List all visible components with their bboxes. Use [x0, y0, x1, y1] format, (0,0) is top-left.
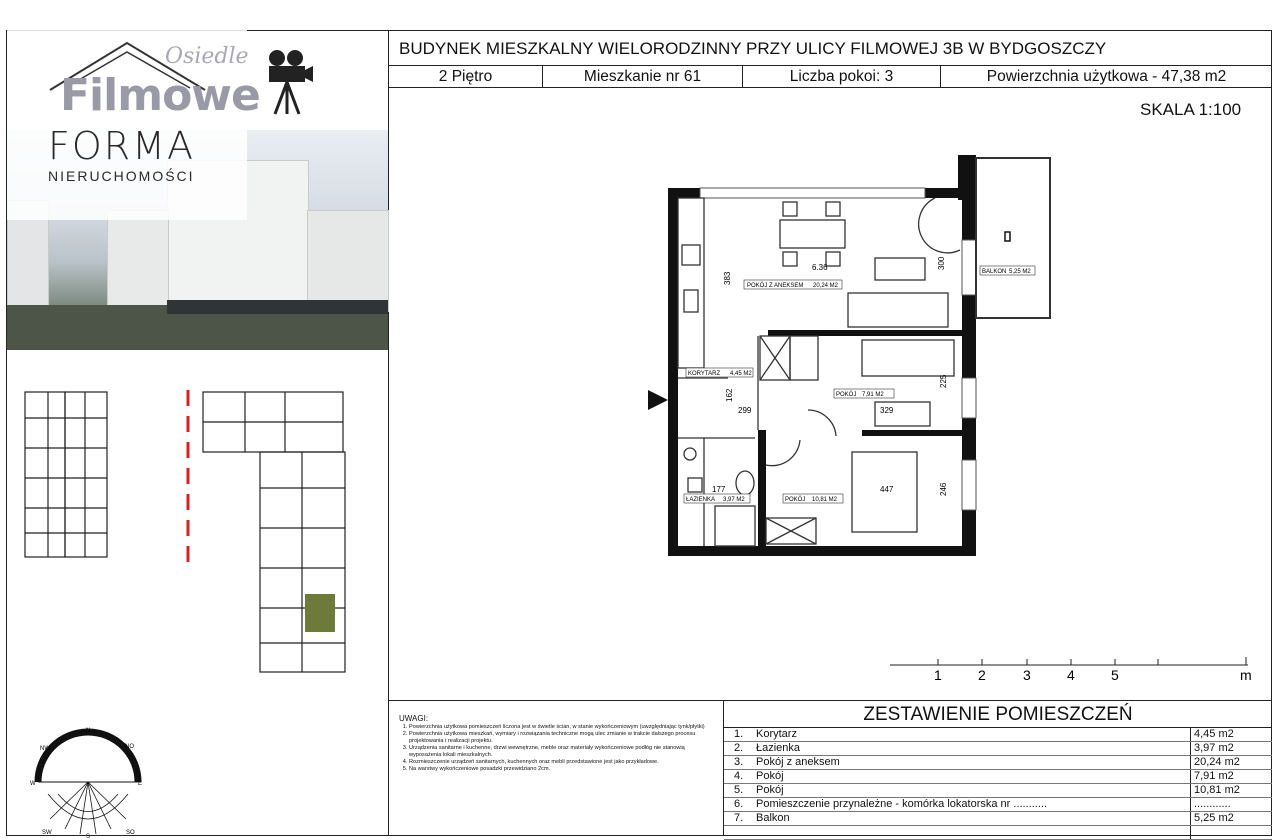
- dim-162: 162: [725, 388, 734, 402]
- row-number: 5.: [734, 784, 744, 796]
- dim-177: 177: [712, 485, 726, 494]
- row-number: 4.: [734, 770, 744, 782]
- dim-300: 300: [937, 256, 946, 270]
- apartment-floor-plan: [640, 150, 1031, 560]
- scale-unit: m: [1240, 667, 1252, 683]
- highlighted-apartment: [305, 594, 335, 632]
- notes-section: [389, 700, 723, 836]
- label-pokoj-aneks: POKÓJ Z ANEKSEM: [747, 283, 804, 289]
- row-name: [756, 826, 1190, 839]
- logo-forma-text: FORMA: [48, 124, 195, 168]
- document-title: BUDYNEK MIESZKALNY WIELORODZINNY PRZY ULICY FILMOWEJ 3B W BYDGOSZCZY: [389, 30, 1272, 66]
- logo-nieruchomosci-text: NIERUCHOMOŚCI: [48, 168, 195, 184]
- note-item: 2. Powierzchnia użytkowa mieszkań, wymiary i rozwiązania techniczne mogą ulec zmianie w trakcie dalszego procesu projektowania i realizacji projektu.: [409, 731, 717, 745]
- compass-icon: [30, 724, 145, 839]
- compass-ne: NO: [125, 744, 134, 750]
- label-pokoj-aneks-area: 20,24 M2: [813, 283, 839, 289]
- key-plan-left: [20, 388, 120, 563]
- apartment-info-row: [389, 66, 1272, 88]
- dim-383: 383: [723, 271, 732, 285]
- compass-w: W: [30, 781, 36, 787]
- label-pokoj-2-area: 7,91 M2: [862, 392, 884, 398]
- label-lazienka: ŁAZIENKA: [686, 497, 716, 503]
- dim-246: 246: [939, 482, 948, 496]
- row-number: 3.: [734, 756, 744, 768]
- building-block: [307, 210, 389, 312]
- note-item: 5. Na warstwy wykończeniowe posadzki przewidziano 2cm.: [409, 766, 717, 773]
- compass-s: S: [86, 834, 91, 840]
- notes-title: UWAGI:: [399, 714, 429, 723]
- row-value: 4,45 m2: [1190, 728, 1272, 741]
- table-row: [724, 784, 1272, 798]
- rooms-summary-title: ZESTAWIENIE POMIESZCZEŃ: [724, 701, 1272, 728]
- row-value: 7,91 m2: [1190, 770, 1272, 783]
- dim-447: 447: [880, 485, 894, 494]
- scale-tick-1: 1: [934, 667, 942, 683]
- scale-tick-3: 3: [1023, 667, 1031, 683]
- label-balkon: BALKON: [982, 269, 1007, 275]
- notes-list: [399, 724, 717, 773]
- dim-299: 299: [738, 406, 752, 415]
- row-number: 1.: [734, 728, 744, 740]
- label-pokoj-3-area: 10,81 M2: [812, 497, 838, 503]
- rooms-summary-table: [723, 700, 1272, 836]
- row-name: Pokój: [756, 770, 784, 782]
- label-korytarz-area: 4,45 M2: [730, 371, 752, 377]
- logo-osiedle-text: Osiedle: [165, 44, 249, 69]
- dim-636: 6.36: [812, 263, 828, 272]
- row-name: Korytarz: [756, 728, 797, 740]
- table-row: [724, 728, 1272, 742]
- scale-label: SKALA 1:100: [1140, 100, 1242, 119]
- table-row: [724, 798, 1272, 812]
- row-value: 5,25 m2: [1190, 812, 1272, 825]
- row-name: Pokój: [756, 784, 784, 796]
- label-pokoj-3: POKÓJ: [785, 497, 806, 503]
- usable-area: Powierzchnia użytkowa - 47,38 m2: [986, 68, 1227, 85]
- note-item: 4. Rozmieszczenie urządzeń sanitarnych, kuchennych oraz mebli przedstawione jest jako przykładowe.: [409, 759, 717, 766]
- table-row: [724, 742, 1272, 756]
- compass-nw: NW: [40, 746, 50, 752]
- key-plan-right: [185, 388, 355, 678]
- row-value: [1190, 826, 1272, 839]
- label-lazienka-area: 3,97 M2: [723, 497, 745, 503]
- note-item: 1. Powierzchnia użytkowa pomieszczeń liczona jest w świetle ścian, w stanie wykończeniowym (uwzględniając tynk/płytki): [409, 724, 717, 731]
- compass-se: SO: [126, 830, 135, 836]
- table-row: [724, 770, 1272, 784]
- scale-tick-5: 5: [1111, 667, 1119, 683]
- row-value: 10,81 m2: [1190, 784, 1272, 797]
- logo-filmowe-text: Filmowe: [60, 70, 260, 121]
- row-number: [724, 826, 756, 839]
- dim-329: 329: [880, 406, 894, 415]
- rooms-count: Liczba pokoi: 3: [743, 66, 941, 87]
- row-name: Pokój z aneksem: [756, 756, 840, 768]
- row-name: Pomieszczenie przynależne - komórka lokatorska nr ...........: [756, 798, 1048, 810]
- compass-e: E: [138, 781, 143, 787]
- row-value: 3,97 m2: [1190, 742, 1272, 755]
- table-row: [724, 812, 1272, 826]
- scale-bar: [890, 655, 1250, 685]
- entry-arrow-icon: [648, 390, 668, 410]
- label-korytarz: KORYTARZ: [688, 371, 721, 377]
- apartment-number: Mieszkanie nr 61: [543, 66, 743, 87]
- compass-n: N: [86, 728, 91, 734]
- building-block: [107, 210, 169, 312]
- table-row: [724, 826, 1272, 840]
- scale-tick-4: 4: [1067, 667, 1075, 683]
- table-row: [724, 756, 1272, 770]
- row-number: 2.: [734, 742, 744, 754]
- scale-tick-2: 2: [978, 667, 986, 683]
- row-number: 7.: [734, 812, 744, 824]
- row-name: Balkon: [756, 812, 790, 824]
- building-base: [167, 300, 388, 314]
- dim-225: 225: [939, 374, 948, 388]
- compass-sw: SW: [42, 830, 52, 836]
- label-balkon-area: 5,25 M2: [1009, 269, 1031, 275]
- label-pokoj-2: POKÓJ: [836, 392, 857, 398]
- row-name: Łazienka: [756, 742, 801, 754]
- note-item: 3. Urządzenia sanitarne i kuchenne, drzwi wewnętrzne, meble oraz materiały wykończeniowe podłóg nie stanowią wyposażenia lokali mieszkalnych.: [409, 745, 717, 759]
- row-number: 6.: [734, 798, 744, 810]
- row-value: 20,24 m2: [1190, 756, 1272, 769]
- floor-label: 2 Piętro: [389, 66, 543, 87]
- row-value: ............: [1190, 798, 1272, 811]
